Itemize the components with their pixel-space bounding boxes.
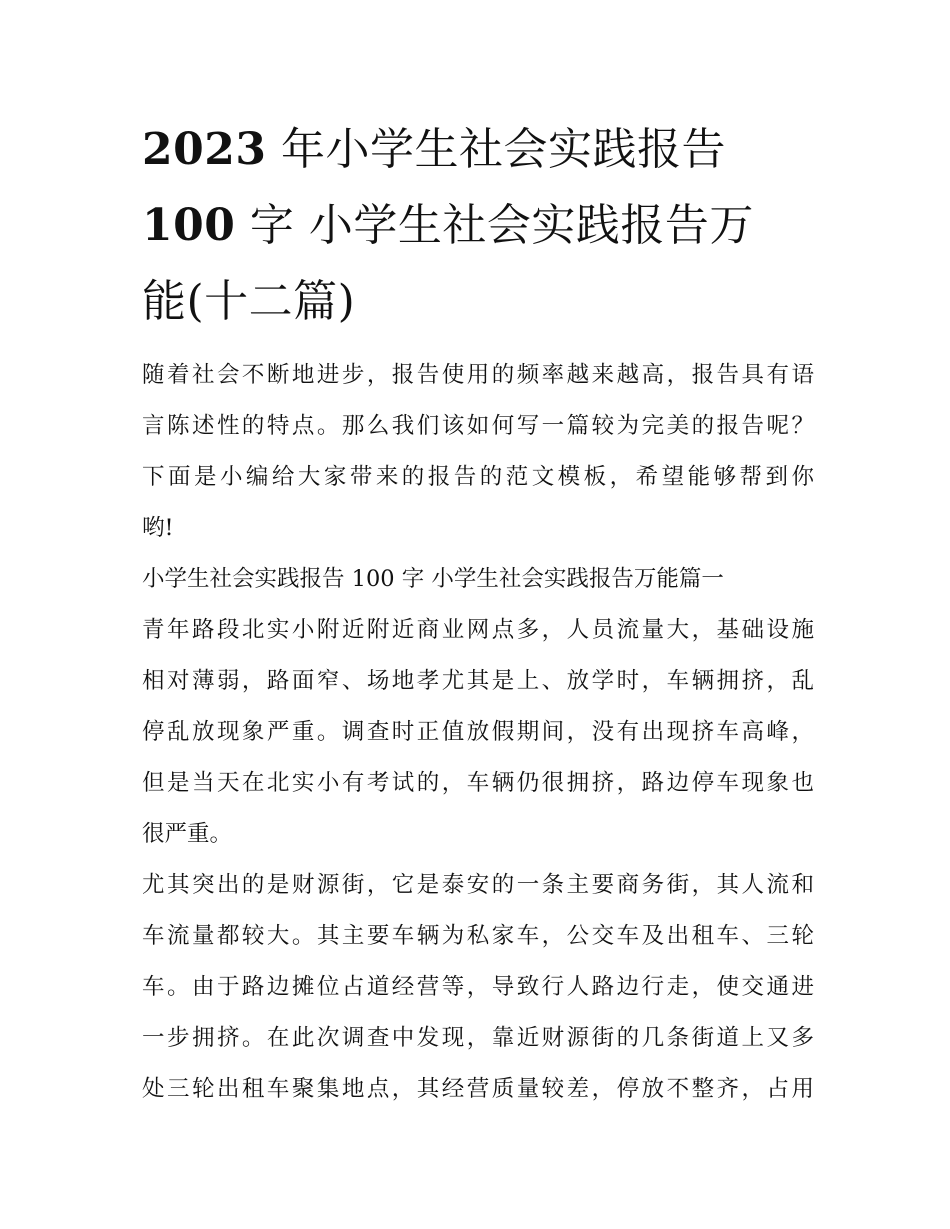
text-line: 很严重。: [142, 821, 233, 847]
text-line: 随着社会不断地进步，报告使用的频率越来越高，报告具有语: [142, 362, 814, 388]
text-line: 停乱放现象严重。调查时正值放假期间，没有出现挤车高峰，: [142, 719, 814, 745]
text-line: 但是当天在北实小有考试的，车辆仍很拥挤，路边停车现象也: [142, 770, 814, 796]
text-line: 青年路段北实小附近附近商业网点多，人员流量大，基础设施: [142, 617, 814, 643]
text-line: 相对薄弱，路面窄、场地孝尤其是上、放学时，车辆拥挤，乱: [142, 668, 814, 694]
title-line: 2023 年小学生社会实践报告: [142, 124, 726, 175]
text-line: 尤其突出的是财源街，它是泰安的一条主要商务街，其人流和: [142, 872, 814, 898]
text-line: 车流量都较大。其主要车辆为私家车，公交车及出租车、三轮: [142, 923, 814, 949]
text-line: 一步拥挤。在此次调查中发现，靠近财源街的几条街道上又多: [142, 1025, 814, 1051]
document-title: [142, 112, 814, 340]
text-line: 小学生社会实践报告 100 字 小学生社会实践报告万能篇一: [142, 566, 724, 592]
intro-paragraph: [142, 350, 814, 554]
document-page: [142, 112, 814, 1115]
text-line: 下面是小编给大家带来的报告的范文模板，希望能够帮到你: [142, 464, 814, 490]
section-heading: [142, 554, 814, 605]
body-paragraph-1: [142, 605, 814, 860]
body-paragraph-2: [142, 860, 814, 1115]
title-line: 100 字 小学生社会实践报告万: [142, 200, 754, 251]
title-line: 能(十二篇): [142, 276, 356, 327]
text-line: 车。由于路边摊位占道经营等，导致行人路边行走，使交通进: [142, 974, 814, 1000]
text-line: 哟!: [142, 515, 174, 541]
text-line: 处三轮出租车聚集地点，其经营质量较差，停放不整齐，占用: [142, 1076, 814, 1102]
text-line: 言陈述性的特点。那么我们该如何写一篇较为完美的报告呢？: [142, 413, 814, 439]
